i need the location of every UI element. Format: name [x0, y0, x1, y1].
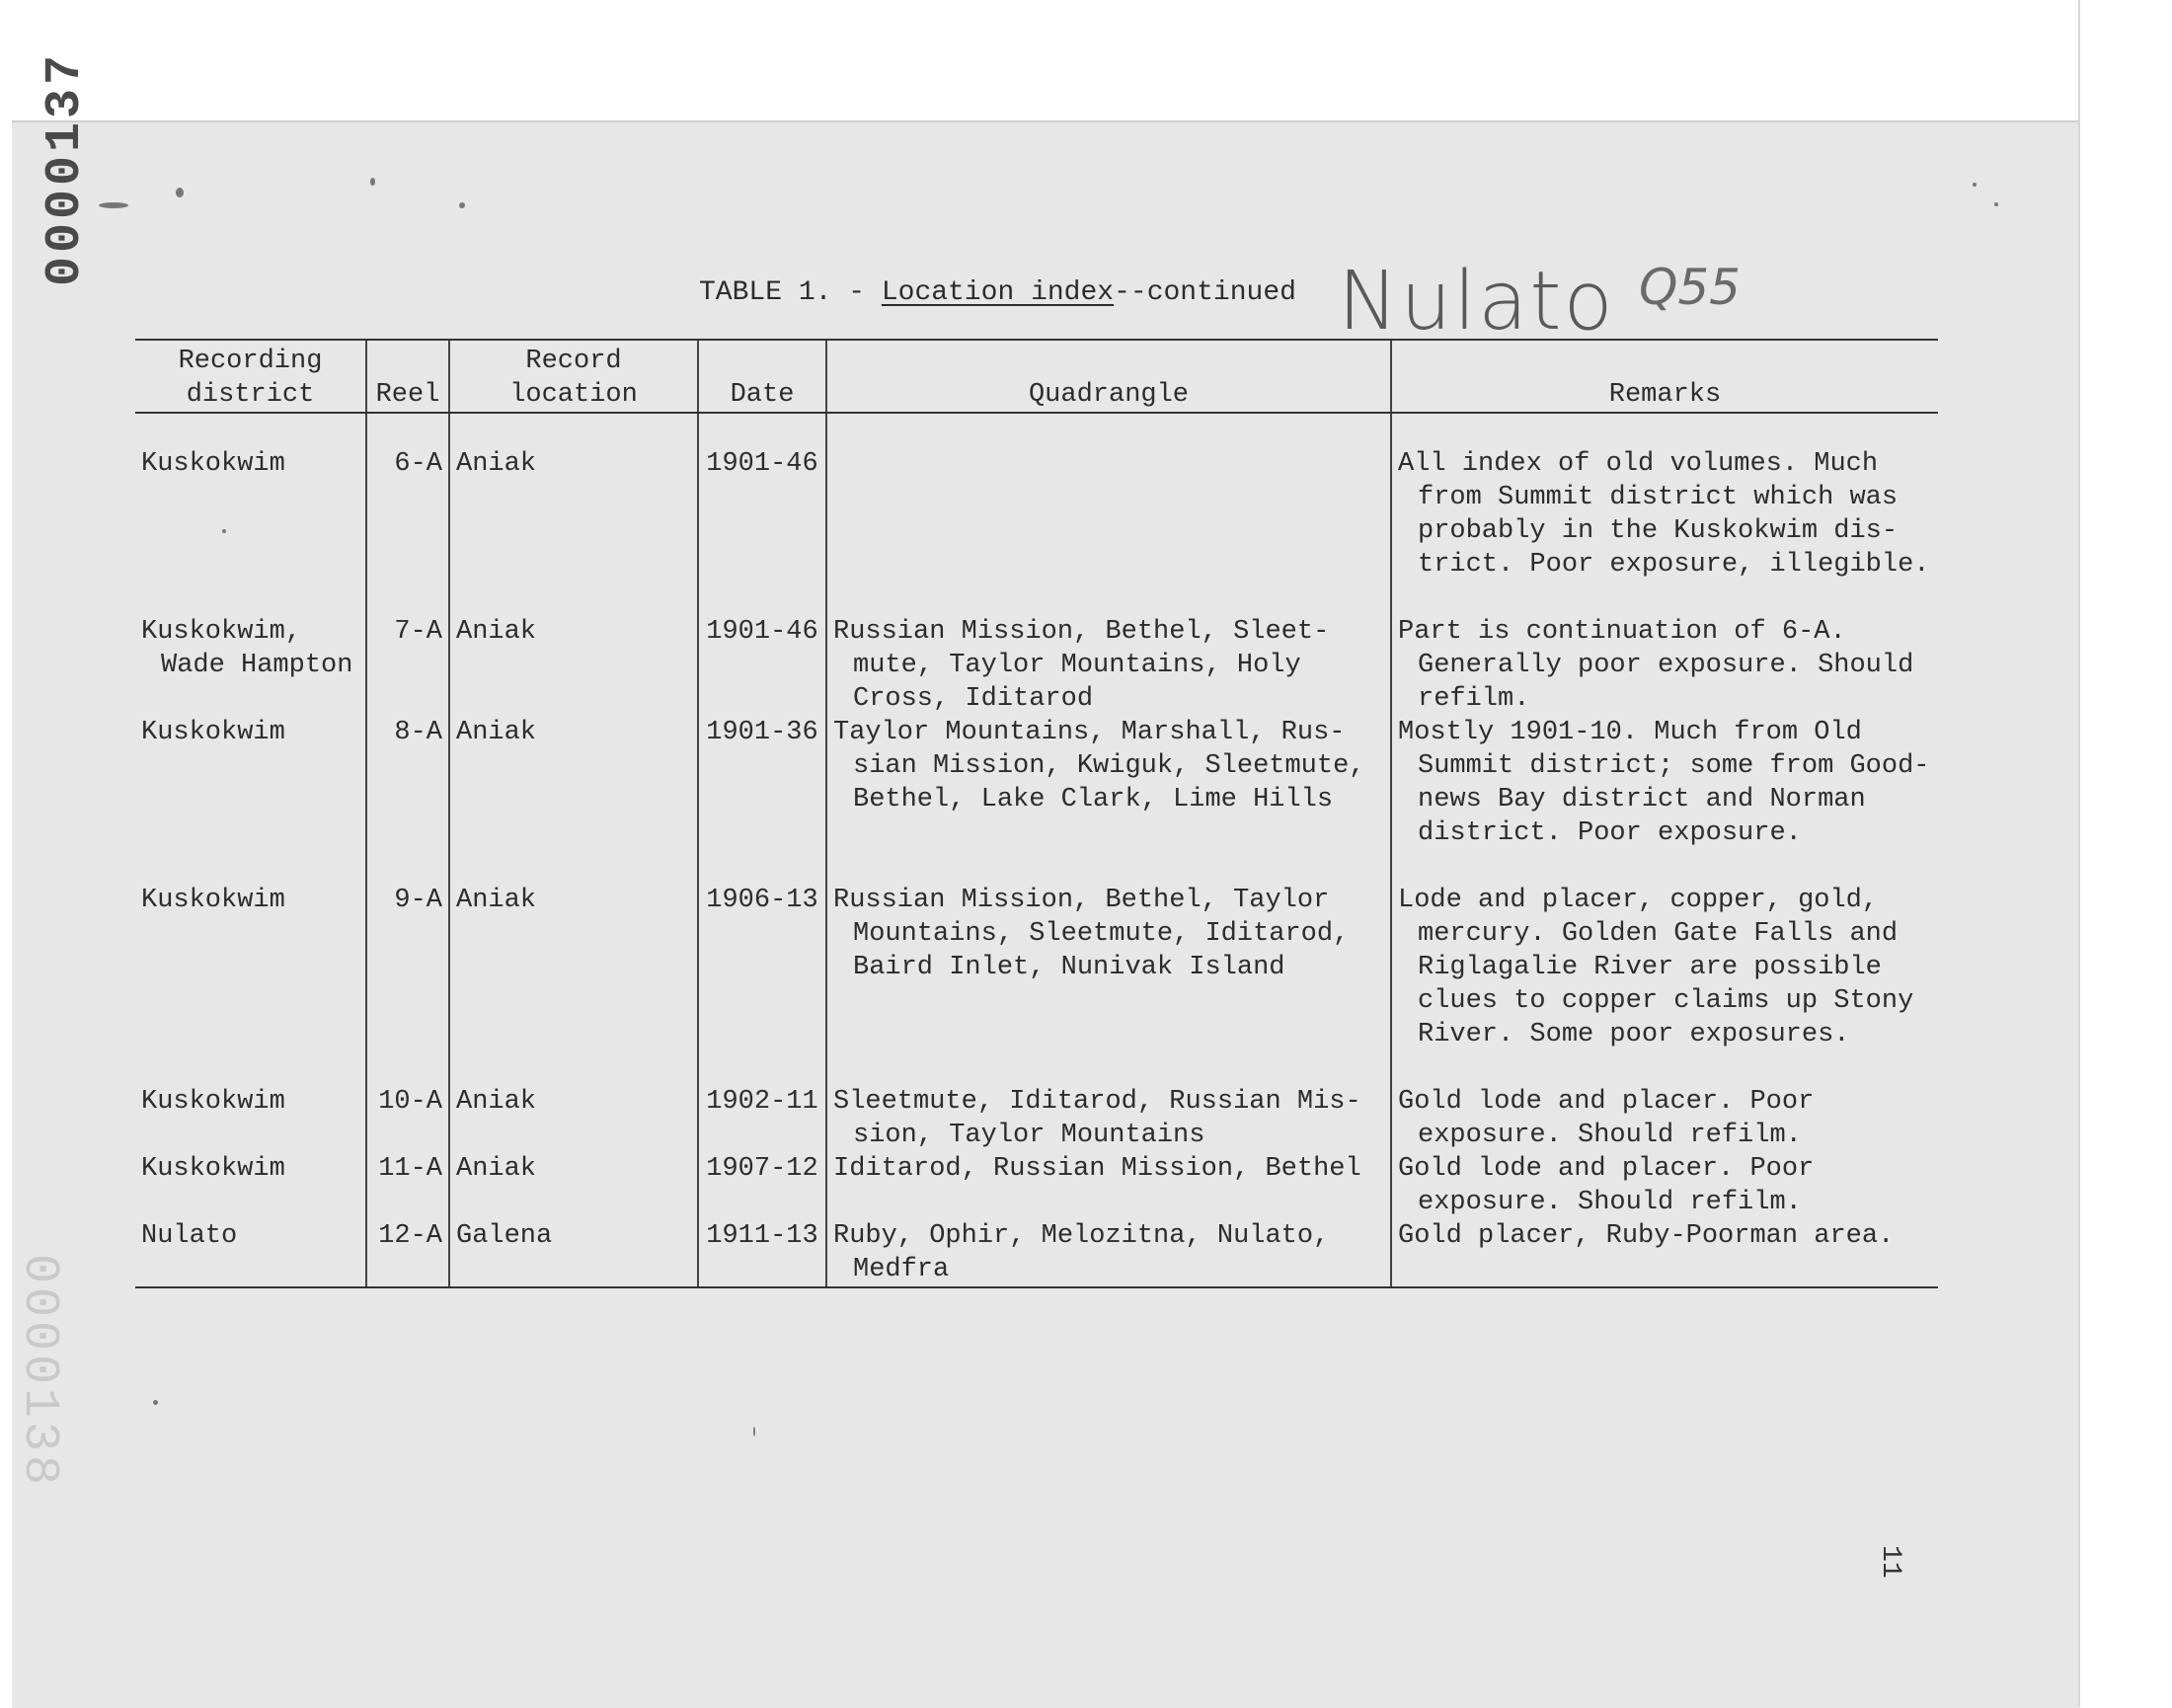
cell-line: Gold lode and placer. Poor [1398, 1154, 1815, 1184]
cell-line: Riglagalie River are possible [1418, 953, 1882, 982]
scan-speck [1973, 183, 1977, 187]
cell-recording-district [135, 1152, 366, 1219]
cell-remarks [1391, 716, 1938, 884]
cell-line: news Bay district and Norman [1418, 785, 1866, 815]
cell-quadrangle [826, 1152, 1391, 1219]
header-line: district [186, 380, 315, 410]
cell-line: Iditarod, Russian Mission, Bethel [833, 1154, 1361, 1184]
frame-number-bleedthrough: 0000138 [11, 1254, 67, 1490]
cell-line: trict. Poor exposure, illegible. [1418, 550, 1930, 580]
cell-record-location: Aniak [449, 1152, 698, 1219]
scan-speck [1994, 202, 1998, 206]
cell-line: Kuskokwim [141, 886, 285, 915]
cell-line: Summit district; some from Good- [1418, 751, 1930, 781]
location-index-table [135, 339, 1938, 1288]
cell-recording-district [135, 884, 366, 1085]
cell-line: from Summit district which was [1418, 483, 1899, 512]
handwritten-note: Nulato [1338, 255, 1615, 349]
table-row [135, 1219, 1938, 1287]
cell-date: 1901-46 [698, 413, 826, 615]
table-row [135, 716, 1938, 884]
cell-line: Cross, Iditarod [853, 684, 1094, 714]
scan-speck [153, 1400, 158, 1405]
header-record-location [449, 340, 698, 413]
cell-line: Kuskokwim [141, 718, 285, 747]
title-suffix: --continued [1114, 277, 1296, 308]
cell-line: refilm. [1418, 684, 1530, 714]
cell-reel: 9-A [366, 884, 449, 1085]
scan-speck [459, 202, 465, 208]
scan-speck [753, 1427, 755, 1436]
cell-line: Mostly 1901-10. Much from Old [1398, 718, 1862, 747]
cell-line: River. Some poor exposures. [1418, 1020, 1850, 1049]
cell-line: Generally poor exposure. Should [1418, 651, 1914, 680]
title-prefix: TABLE 1. - [699, 277, 882, 308]
cell-date: 1902-11 [698, 1085, 826, 1152]
table-row [135, 413, 1938, 615]
margin-strip [2080, 0, 2172, 1706]
cell-line: Taylor Mountains, Marshall, Rus- [833, 718, 1346, 747]
cell-quadrangle [826, 884, 1391, 1085]
header-recording-district [135, 340, 366, 413]
table-row [135, 615, 1938, 716]
cell-line: Sleetmute, Iditarod, Russian Mis- [833, 1087, 1361, 1117]
table-row [135, 1085, 1938, 1152]
cell-reel: 10-A [366, 1085, 449, 1152]
scan-speck [370, 178, 375, 186]
table-title [699, 277, 1296, 308]
cell-line: Mountains, Sleetmute, Iditarod, [853, 919, 1350, 949]
cell-reel: 11-A [366, 1152, 449, 1219]
cell-quadrangle [826, 615, 1391, 716]
cell-record-location: Aniak [449, 884, 698, 1085]
cell-line: Russian Mission, Bethel, Sleet- [833, 617, 1330, 647]
cell-remarks [1391, 1152, 1938, 1219]
cell-quadrangle [826, 716, 1391, 884]
cell-record-location: Aniak [449, 716, 698, 884]
header-reel: Reel [366, 340, 449, 413]
cell-line: exposure. Should refilm. [1418, 1188, 1802, 1217]
cell-recording-district [135, 413, 366, 615]
header-row [135, 340, 1938, 413]
cell-quadrangle [826, 1219, 1391, 1287]
cell-date: 1907-12 [698, 1152, 826, 1219]
table-body [135, 413, 1938, 1287]
cell-line: Wade Hampton [161, 651, 353, 680]
cell-line: Baird Inlet, Nunivak Island [853, 953, 1285, 982]
cell-recording-district [135, 615, 366, 716]
cell-date: 1911-13 [698, 1219, 826, 1287]
header-remarks: Remarks [1391, 340, 1938, 413]
cell-quadrangle [826, 413, 1391, 615]
frame-number: 0000137 [38, 50, 94, 286]
cell-line: Part is continuation of 6-A. [1398, 617, 1846, 647]
cell-line: Lode and placer, copper, gold, [1398, 886, 1879, 915]
table-row [135, 1152, 1938, 1219]
cell-reel: 7-A [366, 615, 449, 716]
cell-date: 1906-13 [698, 884, 826, 1085]
header-line: location [509, 380, 638, 410]
cell-line: sion, Taylor Mountains [853, 1121, 1205, 1150]
cell-remarks [1391, 615, 1938, 716]
cell-line: Kuskokwim, [141, 617, 302, 647]
cell-line: Gold lode and placer. Poor [1398, 1087, 1815, 1117]
cell-line: Medfra [853, 1255, 950, 1284]
cell-remarks [1391, 413, 1938, 615]
cell-record-location: Aniak [449, 615, 698, 716]
cell-line: sian Mission, Kwiguk, Sleetmute, [853, 751, 1365, 781]
cell-line: Kuskokwim [141, 449, 285, 479]
cell-line: Kuskokwim [141, 1087, 285, 1117]
scan-speck [176, 188, 184, 197]
cell-line: Russian Mission, Bethel, Taylor [833, 886, 1330, 915]
cell-record-location: Aniak [449, 413, 698, 615]
cell-line: Gold placer, Ruby-Poorman area. [1398, 1221, 1895, 1251]
cell-date: 1901-46 [698, 615, 826, 716]
page-number: 11 [1875, 1545, 1905, 1579]
cell-reel: 12-A [366, 1219, 449, 1287]
scan-speck [99, 202, 128, 208]
cell-reel: 8-A [366, 716, 449, 884]
cell-line: All index of old volumes. Much [1398, 449, 1879, 479]
cell-record-location: Aniak [449, 1085, 698, 1152]
cell-line: Ruby, Ophir, Melozitna, Nulato, [833, 1221, 1330, 1251]
cell-line: district. Poor exposure. [1418, 818, 1802, 848]
cell-line: Bethel, Lake Clark, Lime Hills [853, 785, 1334, 815]
cell-line: exposure. Should refilm. [1418, 1121, 1802, 1150]
cell-quadrangle [826, 1085, 1391, 1152]
table-row [135, 884, 1938, 1085]
title-underlined: Location index [881, 277, 1115, 308]
cell-line: probably in the Kuskokwim dis- [1418, 516, 1899, 546]
cell-line: mercury. Golden Gate Falls and [1418, 919, 1899, 949]
header-line: Recording [178, 347, 323, 376]
header-date: Date [698, 340, 826, 413]
cell-remarks [1391, 1219, 1938, 1287]
cell-line: Kuskokwim [141, 1154, 285, 1184]
cell-recording-district [135, 1219, 366, 1287]
cell-recording-district [135, 716, 366, 884]
cell-reel: 6-A [366, 413, 449, 615]
header-line: Record [525, 347, 622, 376]
cell-line: Nulato [141, 1221, 238, 1251]
cell-line: clues to copper claims up Stony [1418, 986, 1914, 1016]
cell-remarks [1391, 1085, 1938, 1152]
cell-record-location: Galena [449, 1219, 698, 1287]
cell-date: 1901-36 [698, 716, 826, 884]
header-quadrangle: Quadrangle [826, 340, 1391, 413]
cell-recording-district [135, 1085, 366, 1152]
cell-remarks [1391, 884, 1938, 1085]
handwritten-code: Q55 [1639, 259, 1741, 316]
cell-line: mute, Taylor Mountains, Holy [853, 651, 1301, 680]
